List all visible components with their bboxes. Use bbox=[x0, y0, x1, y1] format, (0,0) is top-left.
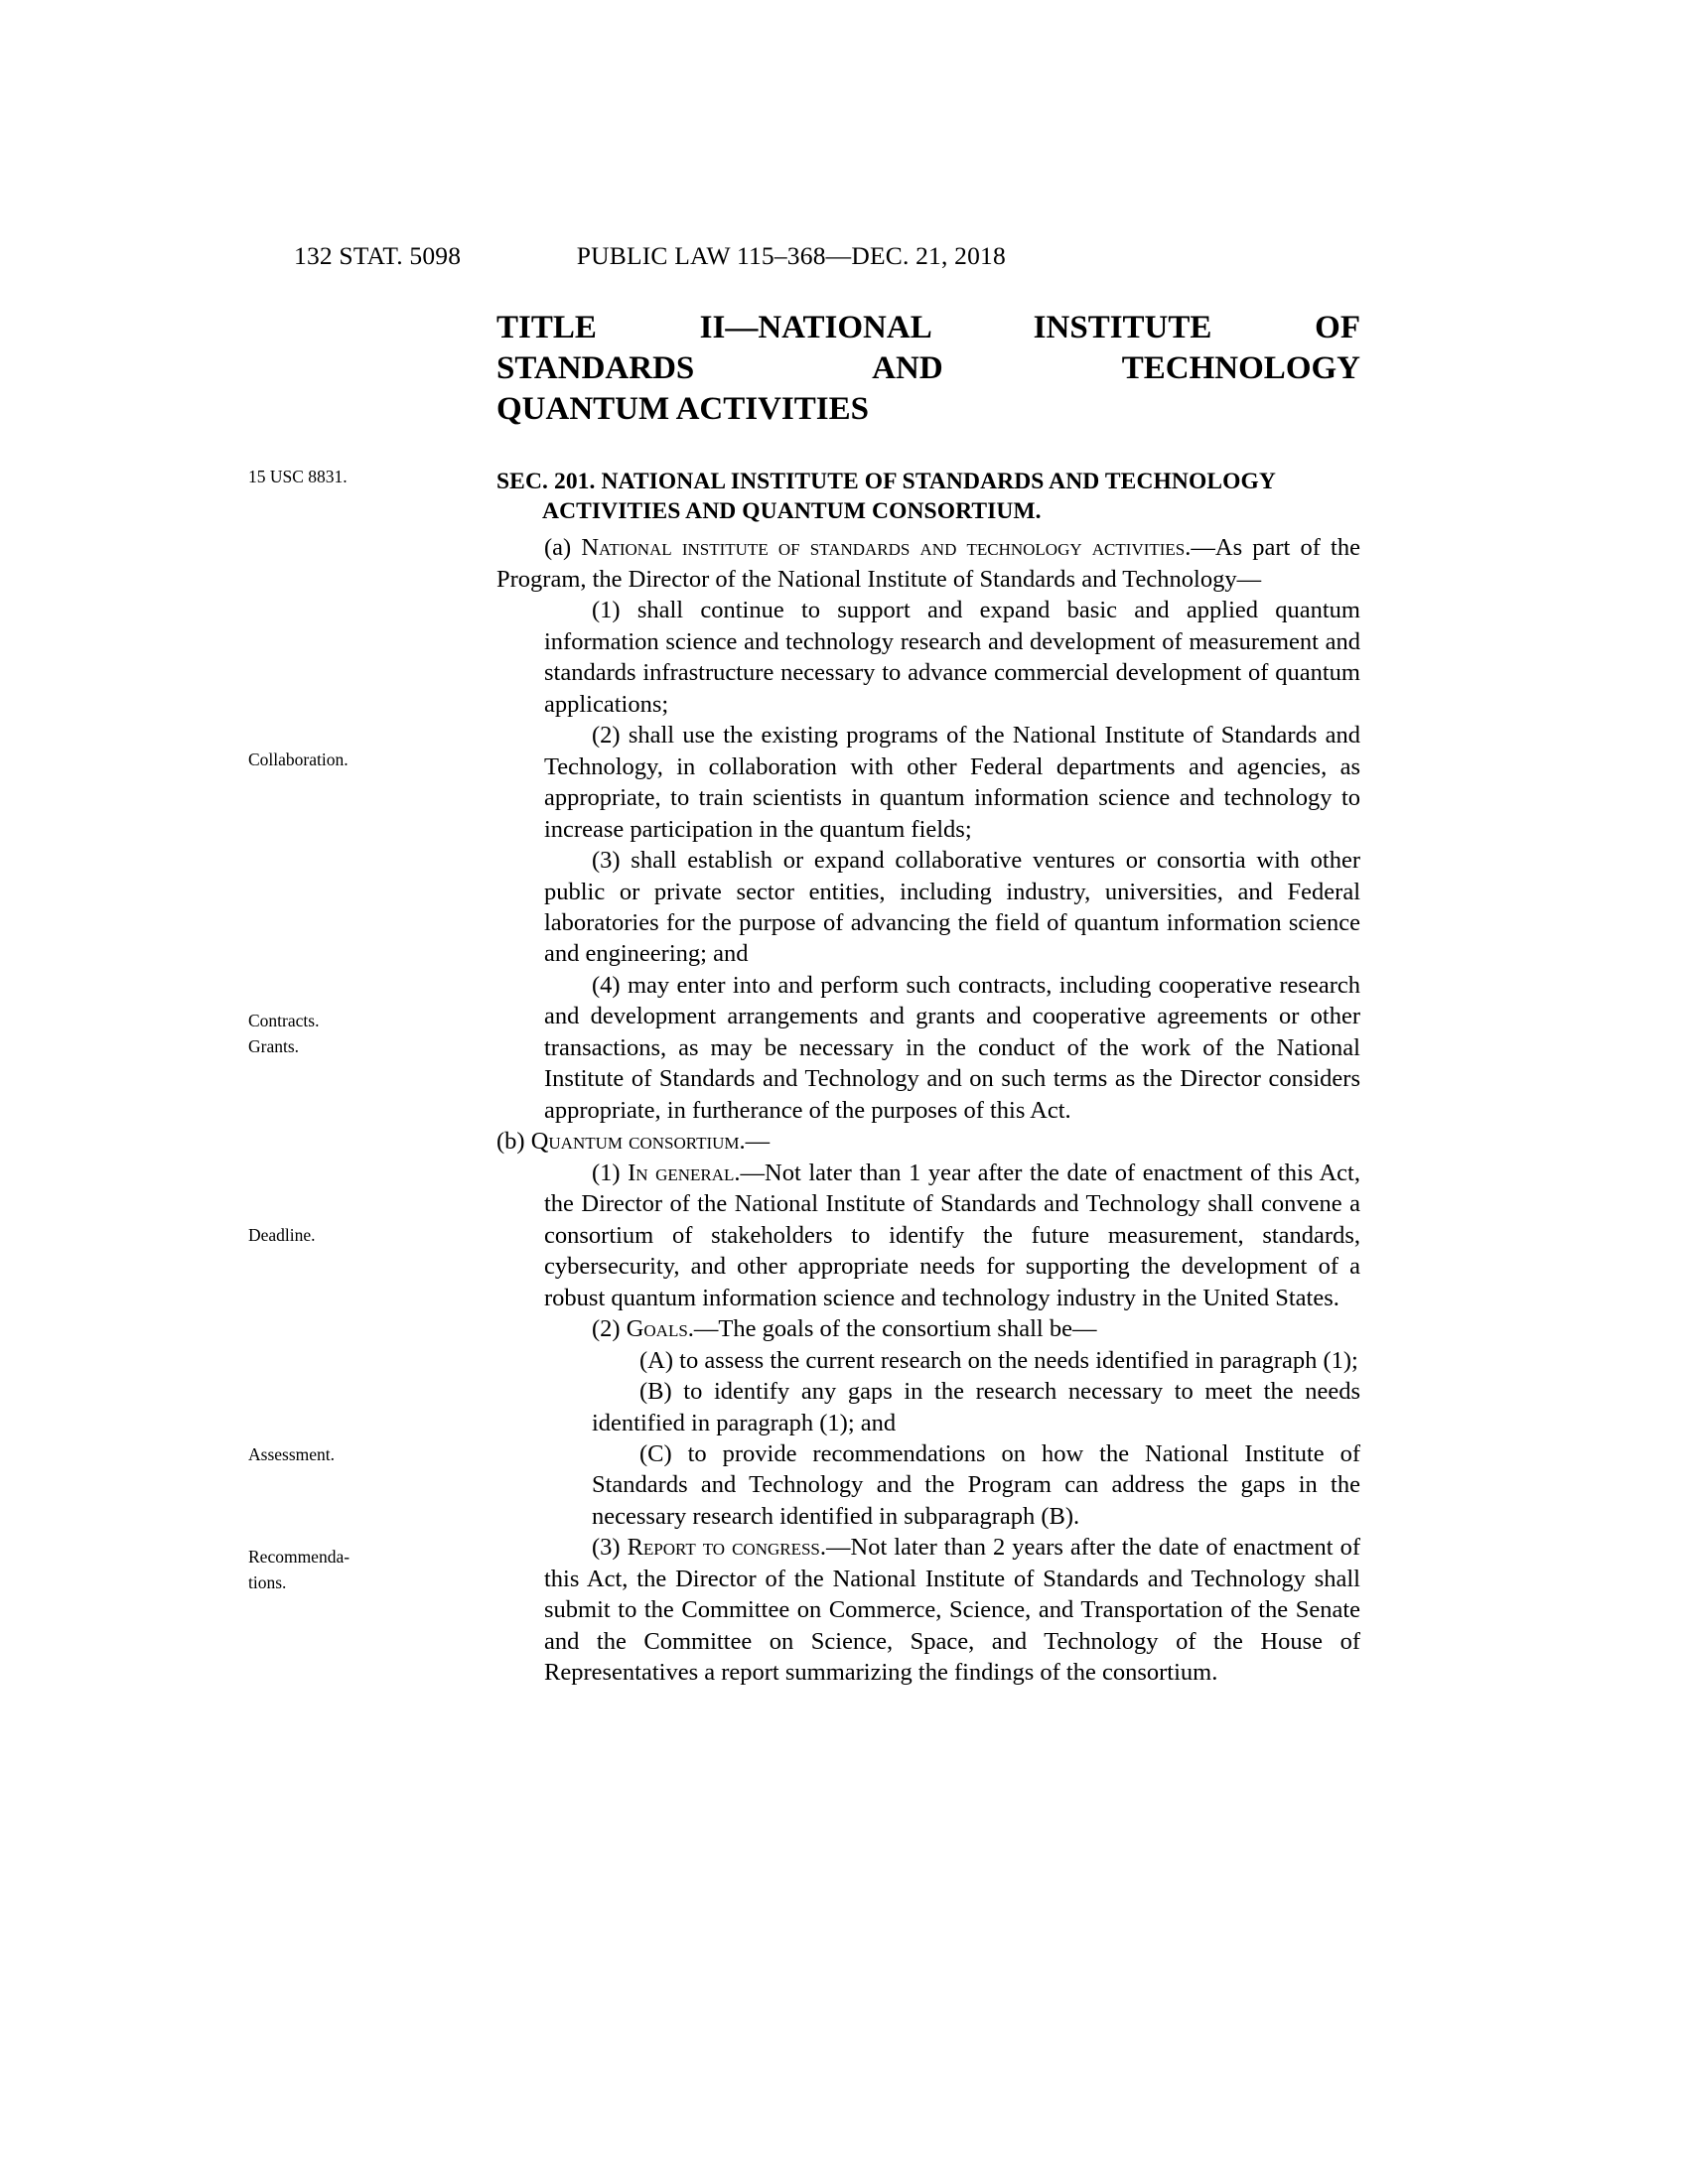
paragraph-b-2: (2) Goals.—The goals of the consortium shall be— bbox=[592, 1315, 1097, 1343]
public-law-citation: PUBLIC LAW 115–368—DEC. 21, 2018 bbox=[576, 241, 1006, 270]
paragraph-a-4: (4) may enter into and perform such contracts, including cooperative research and development arrangements and grants and cooperative agreements or other transactions, as may be necessary in the conduct of the work of the National Institute of Standards and Technology and on such terms as the Director considers appropriate, in furtherance of the purposes of this Act. bbox=[544, 971, 1360, 1124]
margin-note-usc-citation: 15 USC 8831. bbox=[248, 467, 348, 486]
section-heading-line-1: SEC. 201. NATIONAL INSTITUTE OF STANDARDS AND TECHNOLOGY bbox=[496, 469, 1276, 494]
section-heading-line-2: ACTIVITIES AND QUANTUM CONSORTIUM. bbox=[542, 498, 1042, 525]
statute-citation: 132 STAT. 5098 bbox=[294, 241, 462, 270]
paragraph-b-2-A: (A) to assess the current research on the needs identified in paragraph (1); bbox=[639, 1346, 1358, 1374]
paragraph-b-1: (1) In general.—Not later than 1 year after the date of enactment of this Act, the Director of the National Institute of Standards and Technology shall convene a consortium of stakeholders to identify the future measurement, standards, cybersecurity, and other appropriate needs for supporting the development of a robust quantum information science and technology industry in the United States. bbox=[544, 1159, 1360, 1311]
title-line-2: STANDARDS AND TECHNOLOGY bbox=[496, 349, 1360, 386]
running-head bbox=[294, 241, 1396, 271]
page-title bbox=[496, 308, 1360, 430]
paragraph-a: (a) National institute of standards and technology activities.—As part of the Program, the Director of the National Institute of Standards and Technology— bbox=[496, 534, 1360, 593]
paragraph-b: (b) Quantum consortium.— bbox=[496, 1128, 771, 1156]
paragraph-a-1: (1) shall continue to support and expand basic and applied quantum information science and technology research and development of measurement and standards infrastructure necessary to advance commercial development of quantum applications; bbox=[544, 597, 1360, 718]
paragraph-b-2-B: (B) to identify any gaps in the research necessary to meet the needs identified in paragraph (1); and bbox=[592, 1378, 1360, 1436]
margin-note-deadline: Deadline. bbox=[248, 1225, 316, 1245]
margin-note-collaboration: Collaboration. bbox=[248, 750, 349, 769]
paragraph-b-2-C: (C) to provide recommendations on how the National Institute of Standards and Technology and the Program can address the gaps in the necessary research identified in subparagraph (B). bbox=[592, 1439, 1360, 1530]
title-line-3: QUANTUM ACTIVITIES bbox=[496, 390, 869, 427]
title-line-1: TITLE II—NATIONAL INSTITUTE OF bbox=[496, 310, 1360, 345]
margin-note-recommendations-2: tions. bbox=[248, 1572, 287, 1592]
margin-note-recommendations-1: Recommenda- bbox=[248, 1547, 351, 1567]
paragraph-a-2: (2) shall use the existing programs of the National Institute of Standards and Technology, in collaboration with other Federal departments and agencies, as appropriate, to train scientists in quantum information science and technology to increase participation in the quantum fields; bbox=[544, 722, 1360, 843]
margin-note-assessment: Assessment. bbox=[248, 1444, 336, 1464]
section-heading bbox=[496, 467, 1360, 526]
paragraph-a-3: (3) shall establish or expand collaborative ventures or consortia with other public or private sector entities, including industry, universities, and Federal laboratories for the purpose of advancing the field of quantum information science and engineering; and bbox=[544, 847, 1360, 968]
margin-note-grants: Grants. bbox=[248, 1036, 300, 1056]
paragraph-b-3: (3) Report to congress.—Not later than 2 years after the date of enactment of this Act, the Director of the National Institute of Standards and Technology shall submit to the Committee on Commerce, Science, and Transportation of the Senate and the Committee on Science, Space, and Technology of the House of Representatives a report summarizing the findings of the consortium. bbox=[544, 1534, 1360, 1687]
margin-note-contracts: Contracts. bbox=[248, 1011, 320, 1030]
body-column bbox=[496, 467, 1360, 1689]
